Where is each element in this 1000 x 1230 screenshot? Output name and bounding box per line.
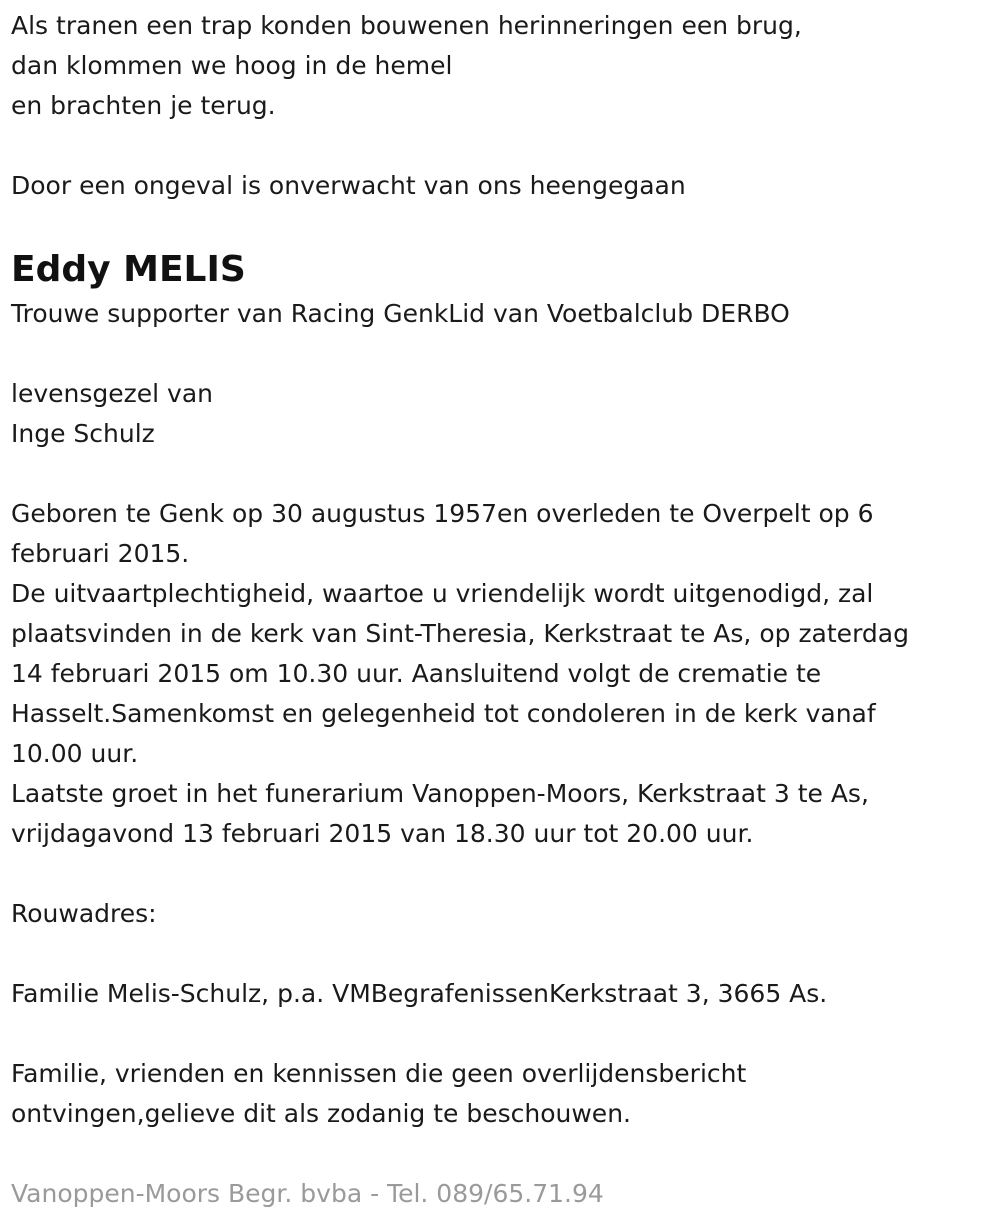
poem bbox=[11, 6, 986, 126]
poem-line: dan klommen we hoog in de hemel bbox=[11, 51, 453, 80]
intro-text: Door een ongeval is onverwacht van ons heengegaan bbox=[11, 171, 686, 200]
closing-line: ontvingen,gelieve dit als zodanig te beschouwen. bbox=[11, 1099, 631, 1128]
spacer bbox=[11, 1134, 986, 1174]
details-line: De uitvaartplechtigheid, waartoe u vriendelijk wordt uitgenodigd, zal bbox=[11, 579, 874, 608]
details-line: Laatste groet in het funerarium Vanoppen-Moors, Kerkstraat 3 te As, bbox=[11, 779, 869, 808]
funeral-home-footer: Vanoppen-Moors Begr. bvba - Tel. 089/65.71.94 bbox=[11, 1179, 604, 1208]
details-line: 10.00 uur. bbox=[11, 739, 139, 768]
spacer bbox=[11, 854, 986, 894]
details-line: 14 februari 2015 om 10.30 uur. Aansluitend volgt de crematie te bbox=[11, 659, 822, 688]
poem-line: en brachten je terug. bbox=[11, 91, 276, 120]
spacer bbox=[11, 934, 986, 974]
mourning-address: Familie Melis-Schulz, p.a. VMBegrafenissenKerkstraat 3, 3665 As. bbox=[11, 979, 828, 1008]
details-line: plaatsvinden in de kerk van Sint-Theresia, Kerkstraat te As, op zaterdag bbox=[11, 619, 909, 648]
partner-name: Inge Schulz bbox=[11, 419, 155, 448]
details-line: Hasselt.Samenkomst en gelegenheid tot condoleren in de kerk vanaf bbox=[11, 699, 876, 728]
deceased-name: Eddy MELIS bbox=[11, 249, 246, 290]
spacer bbox=[11, 206, 986, 246]
obituary-notice bbox=[11, 6, 986, 1214]
mourning-address-label: Rouwadres: bbox=[11, 899, 157, 928]
closing-line: Familie, vrienden en kennissen die geen overlijdensbericht bbox=[11, 1059, 747, 1088]
partner-relation: levensgezel van bbox=[11, 379, 213, 408]
deceased-description: Trouwe supporter van Racing GenkLid van Voetbalclub DERBO bbox=[11, 299, 790, 328]
spacer bbox=[11, 126, 986, 166]
poem-line: Als tranen een trap konden bouwenen herinneringen een brug, bbox=[11, 11, 802, 40]
funeral-details bbox=[11, 494, 986, 854]
details-line: Geboren te Genk op 30 augustus 1957en overleden te Overpelt op 6 bbox=[11, 499, 874, 528]
spacer bbox=[11, 1014, 986, 1054]
spacer bbox=[11, 454, 986, 494]
details-line: februari 2015. bbox=[11, 539, 190, 568]
details-line: vrijdagavond 13 februari 2015 van 18.30 uur tot 20.00 uur. bbox=[11, 819, 754, 848]
spacer bbox=[11, 334, 986, 374]
